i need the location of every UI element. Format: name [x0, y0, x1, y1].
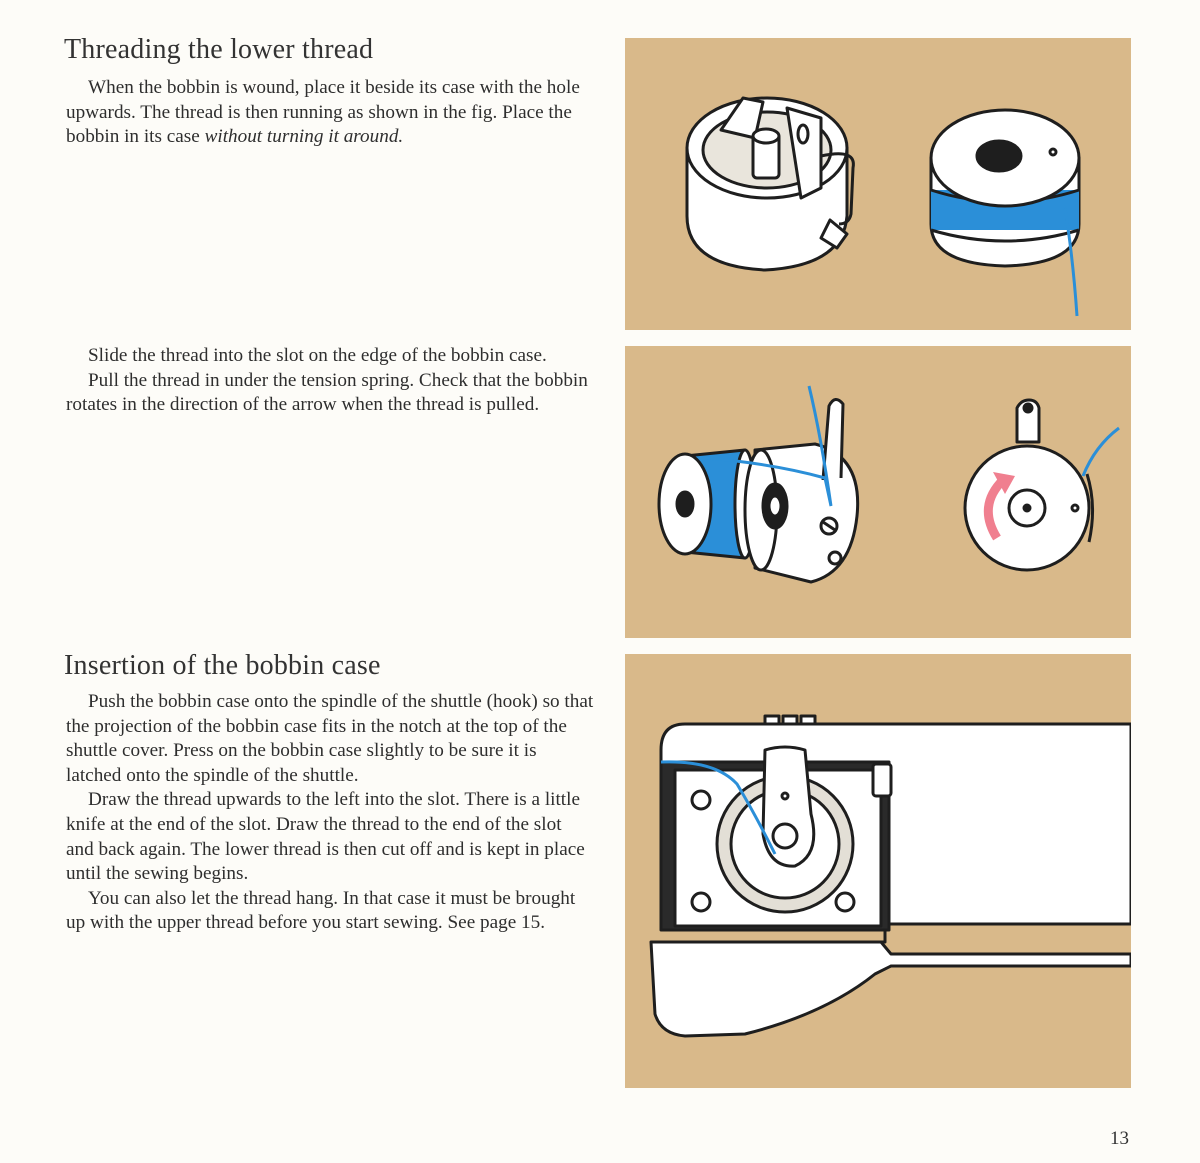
lower-thread-3	[1083, 428, 1119, 476]
paragraph-insertion-bobbin-case	[66, 690, 594, 936]
figure-bobbin-case-and-bobbin	[625, 38, 1131, 330]
figure-bobbin-case-inserted	[625, 654, 1131, 1088]
heading-insertion-bobbin-case: Insertion of the bobbin case	[64, 650, 381, 681]
paragraph-tension-spring: Pull the thread in under the tension spring. Check that the bobbin rotates in the direction of the arrow when the thread is pulled.	[66, 369, 588, 416]
bobbin-illustration-2	[625, 346, 1131, 638]
bobbin-center-hole	[977, 141, 1021, 171]
paragraph-emphasis: without turning it around.	[204, 126, 404, 148]
heading-threading-lower-thread: Threading the lower thread	[64, 34, 374, 65]
page-number: 13	[1110, 1128, 1129, 1149]
paragraph-slot: Slide the thread into the slot on the edge of the bobbin case.	[88, 345, 547, 366]
paragraph-threading-lower-thread	[66, 76, 594, 150]
paragraph-thread-hang: You can also let the thread hang. In that case it must be brought up with the upper thread before you start sewing. See page 15.	[66, 887, 576, 934]
paragraph-draw-thread: Draw the thread upwards to the left into the slot. There is a little knife at the end of the slot. Draw the thread to the end of the slot and back again. The lower thread is then cut off and is kept in place until the sewing begins.	[66, 789, 585, 885]
slide-plate	[651, 942, 1131, 1036]
paragraph-push-bobbin-case: Push the bobbin case onto the spindle of the shuttle (hook) so that the projection of the bobbin case fits in the notch at the top of the shuttle cover. Press on the bobbin case slightly to be sure it is latched onto the spindle of the shuttle.	[66, 691, 594, 786]
paragraph-slide-thread	[66, 344, 594, 418]
bobbin-illustration-3	[625, 654, 1131, 1088]
figure-bobbin-in-case	[625, 346, 1131, 638]
paragraph-text: When the bobbin is wound, place it beside its case with the hole upwards. The thread is then running as shown in the fig. Place the bobbin in its case	[66, 77, 580, 148]
bobbin-illustration-1	[625, 38, 1131, 330]
